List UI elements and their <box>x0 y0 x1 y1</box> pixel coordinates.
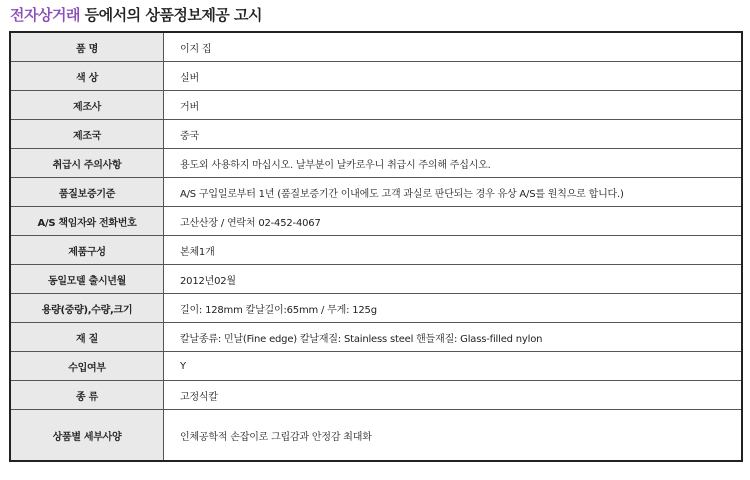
table-row <box>10 62 742 91</box>
table-row <box>10 294 742 323</box>
table-row <box>10 91 742 120</box>
row-value-caution: 용도외 사용하지 마십시오. 날부분이 날카로우니 취급시 주의해 주십시오. <box>164 149 743 178</box>
table-row <box>10 323 742 352</box>
row-value-manufacturer: 거버 <box>164 91 743 120</box>
table-row <box>10 265 742 294</box>
table-row <box>10 381 742 410</box>
page-title <box>10 4 262 25</box>
row-value-imported: Y <box>164 352 743 381</box>
row-label-caution: 취급시 주의사항 <box>10 149 164 178</box>
row-value-components: 본체1개 <box>164 236 743 265</box>
row-value-details: 인체공학적 손잡이로 그립감과 안정감 최대화 <box>164 410 743 462</box>
row-label-warranty: 품질보증기준 <box>10 178 164 207</box>
row-label-manufacturer: 제조사 <box>10 91 164 120</box>
row-label-details: 상품별 세부사양 <box>10 410 164 462</box>
row-value-release-date: 2012년02월 <box>164 265 743 294</box>
table-row <box>10 120 742 149</box>
row-label-country: 제조국 <box>10 120 164 149</box>
row-label-imported: 수입여부 <box>10 352 164 381</box>
table-row <box>10 207 742 236</box>
table-row <box>10 236 742 265</box>
row-value-size: 길이: 128mm 칼날길이:65mm / 무게: 125g <box>164 294 743 323</box>
row-label-product-name: 품 명 <box>10 32 164 62</box>
row-value-country: 중국 <box>164 120 743 149</box>
page-title-rest: 등에서의 상품정보제공 고시 <box>79 6 263 24</box>
row-value-type: 고정식칼 <box>164 381 743 410</box>
table-row <box>10 178 742 207</box>
table-row <box>10 352 742 381</box>
table-row <box>10 410 742 462</box>
row-label-release-date: 동일모델 출시년월 <box>10 265 164 294</box>
table-row <box>10 149 742 178</box>
product-info-table <box>9 31 743 462</box>
row-label-type: 종 류 <box>10 381 164 410</box>
row-value-material: 칼날종류: 민날(Fine edge) 칼날재질: Stainless steel 핸들재질: Glass-filled nylon <box>164 323 743 352</box>
row-label-as-contact: A/S 책임자와 전화번호 <box>10 207 164 236</box>
page-title-accent: 전자상거래 <box>10 6 80 24</box>
row-value-warranty: A/S 구입일로부터 1년 (품질보증기간 이내에도 고객 과실로 판단되는 경우 유상 A/S를 원칙으로 합니다.) <box>164 178 743 207</box>
row-label-material: 재 질 <box>10 323 164 352</box>
row-value-as-contact: 고산산장 / 연락처 02-452-4067 <box>164 207 743 236</box>
row-label-size: 용량(중량),수량,크기 <box>10 294 164 323</box>
row-label-color: 색 상 <box>10 62 164 91</box>
row-value-product-name: 이지 집 <box>164 32 743 62</box>
row-value-color: 실버 <box>164 62 743 91</box>
row-label-components: 제품구성 <box>10 236 164 265</box>
table-row <box>10 32 742 62</box>
